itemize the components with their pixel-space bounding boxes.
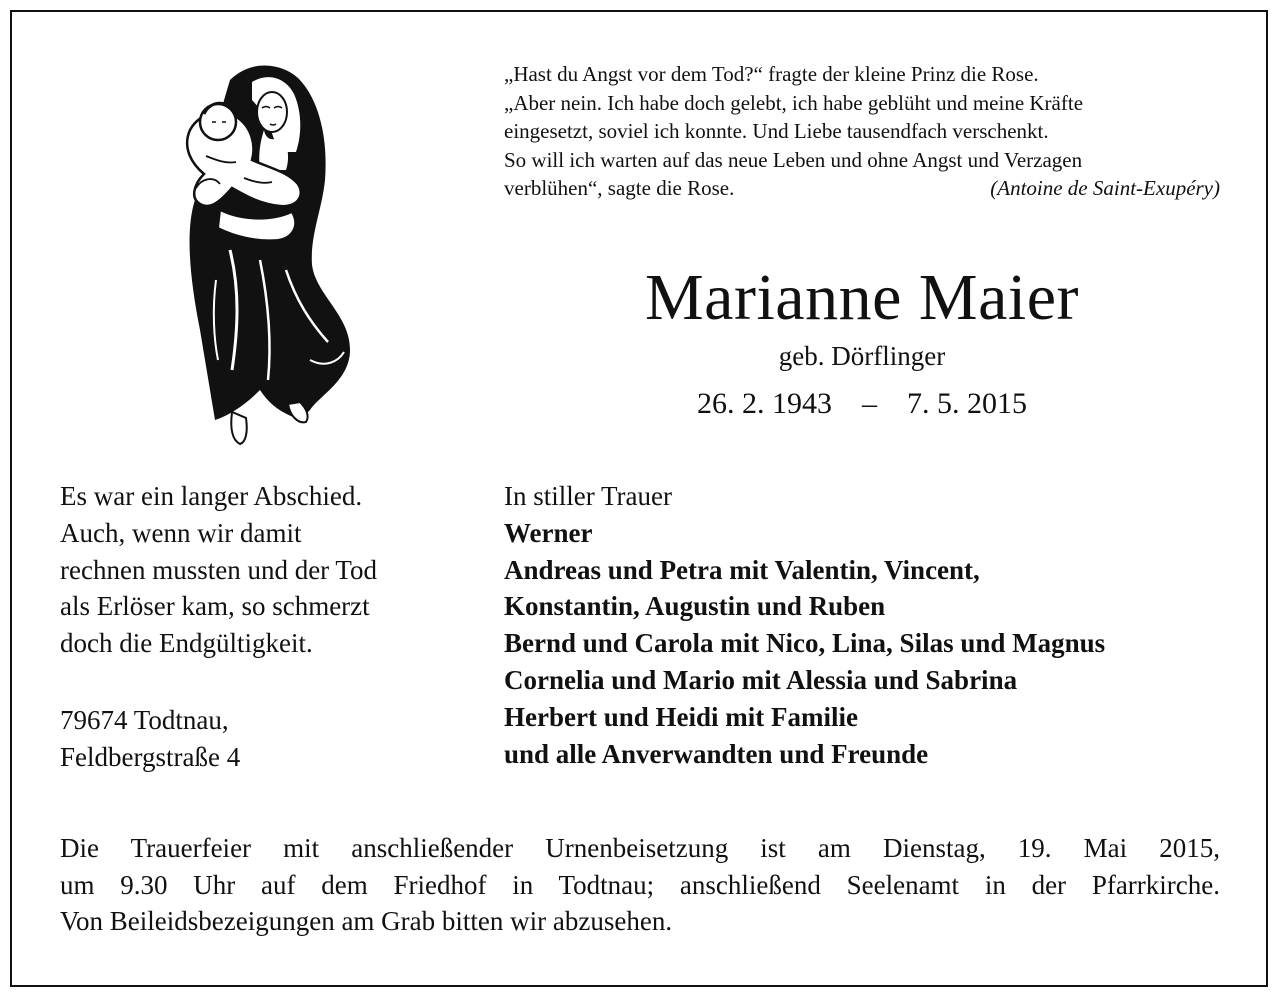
quote-block xyxy=(504,60,1220,203)
quote-last-line xyxy=(504,174,1220,203)
mourner-name: Bernd und Carola mit Nico, Lina, Silas und Magnus xyxy=(504,628,1106,659)
mourner-name: Herbert und Heidi mit Familie xyxy=(504,701,858,732)
notice-line: Die Trauerfeier mit anschließender Urnenbeisetzung ist am Dienstag, 19. Mai 2015, xyxy=(60,833,1220,863)
address-line: Feldbergstraße 4 xyxy=(60,741,241,772)
farewell-line: als Erlöser kam, so schmerzt xyxy=(60,591,370,622)
mourner-name: und alle Anverwandten und Freunde xyxy=(504,738,929,769)
madonna-with-child-icon xyxy=(160,60,360,452)
mourner-name: Konstantin, Augustin und Ruben xyxy=(504,591,886,622)
quote-line: So will ich warten auf das neue Leben und ohne Angst und Verzagen xyxy=(504,147,1083,172)
quote-author: (Antoine de Saint-Exupéry) xyxy=(990,176,1220,200)
farewell-line: doch die Endgültigkeit. xyxy=(60,628,313,659)
funeral-notice xyxy=(60,830,1220,940)
quote-line: „Aber nein. Ich habe doch gelebt, ich habe geblüht und meine Kräfte xyxy=(504,90,1084,115)
farewell-line: Auch, wenn wir damit xyxy=(60,517,302,548)
farewell-text xyxy=(60,478,480,662)
notice-line: um 9.30 Uhr auf dem Friedhof in Todtnau; anschließend Seelenamt in der Pfarrkirche. xyxy=(60,869,1220,900)
mourner-name: Cornelia und Mario mit Alessia und Sabrina xyxy=(504,664,1018,695)
deceased-name: Marianne Maier xyxy=(645,261,1079,334)
birth-name: geb. Dörflinger xyxy=(778,341,946,371)
address-line: 79674 Todtnau, xyxy=(60,705,229,735)
farewell-line: rechnen mussten und der Tod xyxy=(60,554,378,585)
quote-line: „Hast du Angst vor dem Tod?“ fragte der kleine Prinz die Rose. xyxy=(504,62,1039,86)
quote-line: verblühen“, sagte die Rose. xyxy=(504,176,735,200)
mourners-list xyxy=(504,478,1234,772)
life-dates: 26. 2. 1943 – 7. 5. 2015 xyxy=(697,387,1027,420)
quote-line: eingesetzt, soviel ich konnte. Und Liebe tausendfach verschenkt. xyxy=(504,119,1049,143)
notice-line: Von Beileidsbezeigungen am Grab bitten wir abzusehen. xyxy=(60,906,673,936)
farewell-line: Es war ein langer Abschied. xyxy=(60,481,363,511)
mourners-intro: In stiller Trauer xyxy=(504,481,672,511)
address xyxy=(60,702,480,776)
mourner-name: Werner xyxy=(504,517,593,548)
mourner-name: Andreas und Petra mit Valentin, Vincent, xyxy=(504,554,980,585)
